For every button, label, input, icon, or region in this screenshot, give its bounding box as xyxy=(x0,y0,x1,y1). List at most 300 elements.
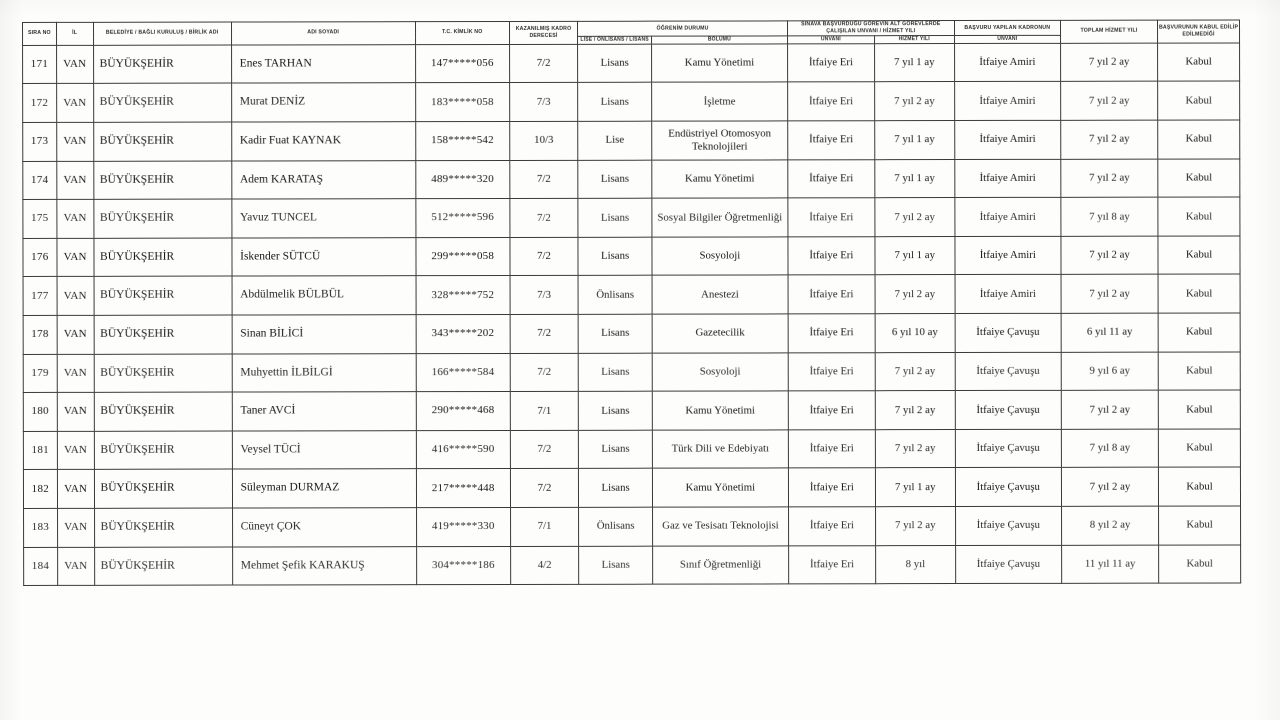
cell-basvuru-unvan xyxy=(955,506,1061,545)
cell-toplam-hizmet-text: 7 yıl 2 ay xyxy=(1089,133,1130,146)
cell-basvuru-unvan-text: İtfaiye Amiri xyxy=(979,171,1036,184)
cell-ogrenim-bolum xyxy=(653,545,789,584)
cell-il-text: VAN xyxy=(63,173,87,186)
cell-ogrenim-bolum xyxy=(652,198,788,237)
cell-sinav-unvan xyxy=(788,314,875,353)
cell-il xyxy=(56,45,93,84)
cell-kurum-text: BÜYÜKŞEHİR xyxy=(99,173,175,186)
cell-toplam-hizmet xyxy=(1061,274,1158,313)
cell-kadro-derecesi xyxy=(510,469,579,508)
cell-ogrenim-bolum-text: Sınıf Öğretmenliği xyxy=(679,558,762,571)
cell-basvuru-sonucu-text: Kabul xyxy=(1185,94,1212,107)
cell-sinav-hizmet xyxy=(875,159,955,198)
cell-ogrenim-seviye-text: Lisans xyxy=(600,56,629,69)
cell-kadro-derecesi-text: 7/2 xyxy=(537,481,552,494)
cell-toplam-hizmet-text: 7 yıl 2 ay xyxy=(1088,55,1130,68)
cell-sira-no xyxy=(23,315,57,354)
cell-il-text: VAN xyxy=(64,443,88,456)
cell-sira-no xyxy=(23,45,57,84)
cell-basvuru-unvan-text: İtfaiye Amiri xyxy=(979,133,1036,146)
col-header-sinav-hizmet-yili: HİZMET YILI xyxy=(874,36,954,44)
cell-basvuru-sonucu xyxy=(1158,351,1240,390)
cell-kurum-text: BÜYÜKŞEHİR xyxy=(100,520,175,533)
cell-kurum xyxy=(93,45,231,84)
table-row xyxy=(23,43,1240,84)
cell-kurum xyxy=(94,392,232,431)
cell-basvuru-sonucu-text: Kabul xyxy=(1185,210,1213,223)
cell-ad-soyad-text: Abdülmelik BÜLBÜL xyxy=(240,288,345,301)
cell-basvuru-unvan-text: İtfaiye Çavuşu xyxy=(976,326,1040,339)
cell-ad-soyad-text: Cüneyt ÇOK xyxy=(240,520,302,533)
cell-ogrenim-bolum xyxy=(651,44,787,83)
col-header-kurum: BELEDİYE / BAĞLI KURULUŞ / BİRLİK ADI xyxy=(93,22,231,45)
cell-sinav-unvan xyxy=(788,429,875,468)
cell-basvuru-unvan-text: İtfaiye Çavuşu xyxy=(976,557,1041,570)
cell-sinav-unvan-text: İtfaiye Eri xyxy=(809,172,854,185)
cell-tc-kimlik-text: 416*****590 xyxy=(431,443,495,456)
cell-tc-kimlik xyxy=(416,314,510,353)
cell-ad-soyad-text: Mehmet Şefik KARAKUŞ xyxy=(240,558,365,572)
cell-ad-soyad-text: Adem KARATAŞ xyxy=(239,172,324,186)
cell-ogrenim-seviye xyxy=(578,83,652,122)
cell-sira-no-text: 175 xyxy=(31,212,49,225)
cell-ogrenim-seviye-text: Önlisans xyxy=(596,520,635,533)
cell-basvuru-sonucu-text: Kabul xyxy=(1185,55,1212,68)
cell-ad-soyad xyxy=(232,392,416,431)
cell-basvuru-sonucu xyxy=(1158,197,1240,236)
cell-sinav-unvan-text: İtfaiye Eri xyxy=(809,326,854,339)
cell-sira-no-text: 179 xyxy=(31,366,49,379)
cell-ogrenim-bolum xyxy=(652,82,788,121)
table-row xyxy=(23,120,1240,161)
cell-ad-soyad-text: Veysel TÜCİ xyxy=(240,443,301,456)
cell-basvuru-unvan xyxy=(955,429,1061,468)
cell-sira-no xyxy=(23,238,57,277)
cell-tc-kimlik-text: 166*****584 xyxy=(431,365,495,378)
cell-sira-no-text: 172 xyxy=(30,96,49,109)
cell-kadro-derecesi-text: 7/2 xyxy=(537,211,551,224)
cell-sinav-hizmet xyxy=(875,198,955,237)
cell-sinav-hizmet-text: 7 yıl 1 ay xyxy=(894,480,936,493)
col-header-sinav-gorev-grubu: SINAVA BAŞVURDUĞU GÖREVİN ALT GÖREVLERDE ÇALIŞILAN UNVANI / HİZMET YILI xyxy=(787,21,954,36)
col-header-basvuru-kadro-grubu: BAŞVURU YAPILAN KADRONUN xyxy=(954,20,1060,35)
cell-kurum-text: BÜYÜKŞEHİR xyxy=(100,250,175,263)
cell-sira-no-text: 182 xyxy=(31,482,50,495)
cell-basvuru-sonucu-text: Kabul xyxy=(1185,248,1213,261)
cell-basvuru-sonucu xyxy=(1158,120,1240,159)
cell-sinav-hizmet-text: 7 yıl 2 ay xyxy=(894,365,936,378)
cell-ad-soyad xyxy=(232,237,416,276)
cell-sinav-unvan-text: İtfaiye Eri xyxy=(808,56,854,69)
cell-ad-soyad xyxy=(231,44,415,83)
cell-kadro-derecesi xyxy=(510,353,579,392)
table-row xyxy=(24,544,1241,585)
cell-toplam-hizmet xyxy=(1062,545,1159,584)
cell-tc-kimlik xyxy=(415,44,509,83)
table-row xyxy=(23,313,1240,354)
cell-kadro-derecesi xyxy=(509,83,578,122)
cell-tc-kimlik-text: 217*****448 xyxy=(431,481,495,494)
cell-sira-no xyxy=(23,161,57,200)
cell-sinav-hizmet-text: 7 yıl 2 ay xyxy=(894,94,935,107)
cell-il-text: VAN xyxy=(63,366,87,379)
table-row xyxy=(23,429,1240,470)
col-header-il: İL xyxy=(56,22,93,45)
cell-kurum-text: BÜYÜKŞEHİR xyxy=(99,96,174,109)
cell-sira-no xyxy=(24,508,58,547)
cell-ogrenim-bolum xyxy=(652,391,788,430)
cell-sinav-unvan xyxy=(788,507,875,546)
cell-ogrenim-bolum xyxy=(652,237,788,276)
cell-basvuru-sonucu-text: Kabul xyxy=(1186,364,1213,377)
cell-ad-soyad-text: Enes TARHAN xyxy=(239,57,312,70)
cell-sinav-unvan-text: İtfaiye Eri xyxy=(809,480,854,494)
table-header xyxy=(23,20,1240,45)
cell-ogrenim-bolum-text: Kamu Yönetimi xyxy=(684,56,755,69)
cell-tc-kimlik xyxy=(416,546,510,585)
cell-ogrenim-bolum xyxy=(652,430,788,469)
cell-toplam-hizmet xyxy=(1061,313,1158,352)
col-header-basvuru-unvan: UNVANI xyxy=(954,35,1060,43)
table-row xyxy=(23,197,1240,238)
cell-tc-kimlik xyxy=(416,276,510,315)
table-row xyxy=(23,467,1240,508)
cell-tc-kimlik xyxy=(415,160,509,199)
cell-sinav-hizmet xyxy=(875,313,955,352)
cell-kurum-text: BÜYÜKŞEHİR xyxy=(100,559,175,572)
cell-il xyxy=(56,84,93,123)
cell-ad-soyad-text: Kadir Fuat KAYNAK xyxy=(239,134,342,147)
cell-sira-no-text: 178 xyxy=(31,328,49,341)
cell-basvuru-unvan xyxy=(954,197,1060,236)
cell-basvuru-sonucu xyxy=(1158,159,1240,198)
cell-ogrenim-bolum-text: Gaz ve Tesisatı Teknolojisi xyxy=(662,519,779,532)
cell-toplam-hizmet-text: 7 yıl 2 ay xyxy=(1089,287,1130,300)
cell-sinav-unvan xyxy=(789,545,876,584)
cell-ad-soyad xyxy=(231,160,415,199)
cell-tc-kimlik xyxy=(415,83,509,122)
cell-ad-soyad xyxy=(232,546,416,585)
cell-kurum-text: BÜYÜKŞEHİR xyxy=(100,404,175,417)
cell-ogrenim-seviye-text: Lisans xyxy=(600,95,629,108)
cell-basvuru-unvan xyxy=(955,468,1061,507)
cell-tc-kimlik-text: 328*****752 xyxy=(431,288,495,301)
cell-basvuru-unvan xyxy=(955,275,1061,314)
cell-kadro-derecesi xyxy=(510,198,579,237)
cell-ogrenim-seviye xyxy=(578,198,652,237)
cell-ogrenim-bolum-text: İşletme xyxy=(703,95,736,108)
cell-sinav-hizmet-text: 7 yıl 1 ay xyxy=(894,56,935,69)
cell-ogrenim-bolum-text: Endüstriyel Otomosyon Teknolojileri xyxy=(668,127,772,153)
cell-sinav-unvan xyxy=(788,159,875,198)
col-header-basvuru-sonucu: BAŞVURUNUN KABUL EDİLİP EDİLMEDİĞİ xyxy=(1158,20,1240,43)
cell-kadro-derecesi xyxy=(510,237,579,276)
cell-toplam-hizmet-text: 11 yıl 11 ay xyxy=(1084,557,1136,570)
cell-il-text: VAN xyxy=(63,289,87,302)
cell-basvuru-sonucu-text: Kabul xyxy=(1185,171,1213,184)
cell-kadro-derecesi xyxy=(510,391,579,430)
cell-toplam-hizmet-text: 7 yıl 8 ay xyxy=(1089,441,1131,454)
cell-sinav-hizmet xyxy=(875,275,955,314)
cell-kadro-derecesi-text: 7/2 xyxy=(537,250,551,263)
cell-ad-soyad xyxy=(232,276,416,315)
cell-ogrenim-bolum-text: Gazetecilik xyxy=(695,326,745,339)
cell-ogrenim-seviye xyxy=(578,314,652,353)
cell-sinav-unvan-text: İtfaiye Eri xyxy=(809,558,855,571)
cell-toplam-hizmet-text: 6 yıl 11 ay xyxy=(1086,326,1133,339)
cell-ogrenim-bolum-text: Kamu Yönetimi xyxy=(685,481,756,494)
cell-sinav-unvan xyxy=(788,236,875,275)
cell-sinav-hizmet-text: 6 yıl 10 ay xyxy=(891,326,938,339)
cell-ogrenim-bolum-text: Sosyoloji xyxy=(699,365,741,378)
cell-ogrenim-seviye-text: Lisans xyxy=(601,404,630,417)
cell-ogrenim-seviye xyxy=(579,430,653,469)
cell-il xyxy=(57,470,94,509)
table-row xyxy=(23,351,1240,392)
cell-sinav-unvan-text: İtfaiye Eri xyxy=(809,249,854,262)
col-header-sira-no: SIRA NO xyxy=(23,22,57,45)
cell-sinav-unvan xyxy=(788,275,875,314)
cell-sinav-hizmet xyxy=(875,468,955,507)
table-row xyxy=(23,81,1240,122)
cell-ogrenim-seviye xyxy=(578,276,652,315)
cell-il xyxy=(57,161,94,200)
cell-il xyxy=(57,315,94,354)
cell-kurum xyxy=(94,315,232,354)
cell-basvuru-unvan-text: İtfaiye Çavuşu xyxy=(976,364,1040,377)
cell-ad-soyad xyxy=(232,315,416,354)
cell-il xyxy=(57,238,94,277)
cell-il-text: VAN xyxy=(64,521,88,534)
cell-sira-no xyxy=(23,393,57,432)
cell-kadro-derecesi-text: 4/2 xyxy=(537,558,552,571)
cell-tc-kimlik-text: 489*****320 xyxy=(431,172,494,186)
cell-sira-no xyxy=(24,547,58,586)
cell-sinav-hizmet-text: 7 yıl 2 ay xyxy=(894,403,936,416)
cell-sinav-unvan-text: İtfaiye Eri xyxy=(809,403,854,416)
cell-kadro-derecesi xyxy=(510,314,579,353)
table-row xyxy=(23,159,1240,200)
cell-toplam-hizmet-text: 9 yıl 6 ay xyxy=(1089,364,1131,377)
cell-tc-kimlik-text: 290*****468 xyxy=(431,404,495,417)
cell-ogrenim-seviye xyxy=(578,353,652,392)
cell-basvuru-unvan xyxy=(955,545,1061,584)
cell-kurum-text: BÜYÜKŞEHİR xyxy=(99,211,175,225)
cell-basvuru-unvan xyxy=(955,352,1061,391)
cell-ogrenim-bolum xyxy=(652,468,788,507)
cell-kurum-text: BÜYÜKŞEHİR xyxy=(99,134,174,147)
cell-tc-kimlik-text: 158*****542 xyxy=(431,134,494,147)
cell-kurum-text: BÜYÜKŞEHİR xyxy=(100,327,175,340)
cell-ad-soyad-text: Yavuz TUNCEL xyxy=(240,211,317,224)
cell-basvuru-unvan xyxy=(955,313,1061,352)
cell-ogrenim-seviye-text: Lisans xyxy=(601,365,630,378)
cell-sira-no-text: 176 xyxy=(31,251,49,264)
cell-ad-soyad-text: Murat DENİZ xyxy=(239,95,306,108)
cell-il xyxy=(57,508,94,547)
cell-kadro-derecesi xyxy=(510,507,579,546)
cell-tc-kimlik xyxy=(416,392,510,431)
cell-kurum xyxy=(94,354,232,393)
cell-sira-no xyxy=(23,470,57,509)
table-row xyxy=(23,236,1240,277)
cell-kadro-derecesi-text: 7/2 xyxy=(537,365,552,378)
cell-il-text: VAN xyxy=(64,482,88,495)
cell-kadro-derecesi xyxy=(510,430,579,469)
cell-basvuru-sonucu xyxy=(1158,43,1240,82)
cell-sinav-hizmet xyxy=(874,82,954,121)
cell-tc-kimlik-text: 512*****596 xyxy=(431,211,495,224)
cell-kurum xyxy=(94,431,232,470)
cell-basvuru-unvan-text: İtfaiye Çavuşu xyxy=(976,480,1040,493)
cell-tc-kimlik-text: 343*****202 xyxy=(431,327,495,340)
cell-basvuru-sonucu xyxy=(1159,506,1241,545)
cell-basvuru-unvan xyxy=(955,390,1061,429)
cell-basvuru-sonucu-text: Kabul xyxy=(1186,403,1213,416)
cell-ogrenim-seviye xyxy=(579,391,653,430)
cell-ogrenim-seviye-text: Lisans xyxy=(600,211,630,224)
cell-ad-soyad-text: İskender SÜTCÜ xyxy=(240,250,321,263)
cell-ogrenim-bolum xyxy=(652,352,788,391)
cell-sinav-unvan-text: İtfaiye Eri xyxy=(809,442,854,455)
cell-sinav-hizmet-text: 8 yıl xyxy=(905,558,926,571)
cell-toplam-hizmet xyxy=(1061,43,1158,82)
cell-basvuru-unvan xyxy=(954,43,1060,82)
cell-basvuru-sonucu-text: Kabul xyxy=(1186,518,1213,531)
cell-ogrenim-seviye xyxy=(578,160,652,199)
cell-sinav-hizmet-text: 7 yıl 2 ay xyxy=(894,442,936,455)
cell-il xyxy=(57,431,94,470)
cell-kadro-derecesi xyxy=(510,276,579,315)
cell-toplam-hizmet xyxy=(1061,467,1158,506)
cell-ogrenim-seviye xyxy=(579,468,653,507)
cell-kadro-derecesi-text: 7/2 xyxy=(537,443,552,456)
cell-sinav-unvan xyxy=(788,198,875,237)
cell-tc-kimlik xyxy=(416,430,510,469)
cell-sinav-unvan-text: İtfaiye Eri xyxy=(809,519,854,532)
cell-kadro-derecesi-text: 7/1 xyxy=(537,404,552,417)
cell-toplam-hizmet-text: 8 yıl 2 ay xyxy=(1089,519,1131,532)
cell-kurum-text: BÜYÜKŞEHİR xyxy=(100,366,175,379)
cell-basvuru-sonucu-text: Kabul xyxy=(1185,325,1213,338)
cell-ogrenim-bolum xyxy=(652,159,788,198)
cell-basvuru-unvan xyxy=(954,120,1060,159)
cell-kurum-text: BÜYÜKŞEHİR xyxy=(99,57,174,70)
cell-il-text: VAN xyxy=(63,96,87,109)
cell-tc-kimlik-text: 419*****330 xyxy=(431,520,495,533)
table-row xyxy=(23,274,1240,315)
cell-ogrenim-bolum-text: Kamu Yönetimi xyxy=(684,172,755,185)
cell-toplam-hizmet xyxy=(1061,197,1158,236)
cell-ogrenim-bolum xyxy=(652,121,788,160)
cell-sira-no-text: 183 xyxy=(31,521,50,534)
cell-ad-soyad xyxy=(232,508,416,547)
cell-tc-kimlik-text: 304*****186 xyxy=(432,558,495,571)
cell-sinav-hizmet-text: 7 yıl 1 ay xyxy=(894,249,935,262)
cell-kurum-text: BÜYÜKŞEHİR xyxy=(100,482,175,495)
cell-kurum xyxy=(93,83,231,122)
cell-sinav-unvan xyxy=(788,121,875,160)
cell-il xyxy=(56,122,93,161)
cell-il xyxy=(57,200,94,239)
cell-basvuru-unvan-text: İtfaiye Çavuşu xyxy=(976,403,1040,416)
cell-sinav-hizmet xyxy=(875,236,955,275)
cell-sira-no xyxy=(23,354,57,393)
cell-toplam-hizmet-text: 7 yıl 2 ay xyxy=(1089,171,1130,184)
col-header-ad-soyad: ADI SOYADI xyxy=(231,22,415,45)
cell-ogrenim-seviye-text: Lisans xyxy=(601,442,630,455)
cell-basvuru-sonucu xyxy=(1158,313,1240,352)
cell-kadro-derecesi-text: 7/3 xyxy=(537,288,552,301)
cell-basvuru-sonucu xyxy=(1158,236,1240,275)
cell-basvuru-sonucu xyxy=(1158,390,1240,429)
cell-ogrenim-seviye xyxy=(578,121,652,160)
cell-sinav-hizmet xyxy=(875,429,955,468)
cell-kadro-derecesi xyxy=(510,160,579,199)
cell-kurum xyxy=(93,199,231,238)
cell-toplam-hizmet xyxy=(1061,390,1158,429)
cell-basvuru-unvan-text: İtfaiye Amiri xyxy=(979,94,1036,107)
table-body xyxy=(23,43,1241,586)
cell-kurum-text: BÜYÜKŞEHİR xyxy=(100,443,175,456)
cell-il xyxy=(57,547,94,586)
cell-tc-kimlik xyxy=(416,507,510,546)
cell-sinav-hizmet-text: 7 yıl 1 ay xyxy=(894,172,935,185)
cell-sinav-unvan-text: İtfaiye Eri xyxy=(809,288,854,301)
cell-sinav-unvan xyxy=(788,391,875,430)
cell-kadro-derecesi-text: 7/2 xyxy=(536,57,551,70)
col-header-ogrenim-durumu: ÖĞRENİM DURUMU xyxy=(578,21,788,36)
cell-il-text: VAN xyxy=(63,135,87,148)
cell-sira-no-text: 184 xyxy=(31,559,50,572)
cell-ad-soyad-text: Muhyettin İLBİLGİ xyxy=(240,365,333,379)
cell-sinav-unvan xyxy=(787,43,874,82)
cell-ogrenim-seviye-text: Önlisans xyxy=(596,288,635,301)
cell-sira-no-text: 177 xyxy=(31,289,49,302)
cell-tc-kimlik xyxy=(416,237,510,276)
cell-sinav-hizmet-text: 7 yıl 2 ay xyxy=(894,287,936,300)
table-row xyxy=(23,390,1240,431)
cell-ad-soyad xyxy=(232,469,416,508)
applicant-registry-table xyxy=(22,19,1241,586)
cell-basvuru-sonucu xyxy=(1159,544,1241,583)
cell-ad-soyad xyxy=(231,83,415,122)
cell-il-text: VAN xyxy=(63,250,87,263)
cell-sinav-hizmet xyxy=(874,43,954,82)
cell-toplam-hizmet-text: 7 yıl 2 ay xyxy=(1088,94,1130,107)
col-header-ogrenim-bolum: BÖLÜMÜ xyxy=(651,36,787,44)
cell-ogrenim-bolum-text: Sosyoloji xyxy=(699,249,741,262)
cell-sira-no xyxy=(23,431,57,470)
cell-tc-kimlik-text: 147*****056 xyxy=(430,57,494,70)
cell-sinav-hizmet xyxy=(875,391,955,430)
cell-ogrenim-seviye xyxy=(579,507,653,546)
cell-basvuru-sonucu-text: Kabul xyxy=(1186,557,1213,570)
cell-il-text: VAN xyxy=(63,212,87,225)
cell-basvuru-unvan-text: İtfaiye Amiri xyxy=(979,56,1036,69)
cell-ad-soyad xyxy=(232,353,416,392)
cell-toplam-hizmet xyxy=(1061,120,1158,159)
cell-toplam-hizmet xyxy=(1061,236,1158,275)
cell-kurum-text: BÜYÜKŞEHİR xyxy=(100,289,175,302)
cell-basvuru-sonucu xyxy=(1158,429,1240,468)
cell-ad-soyad-text: Taner AVCİ xyxy=(240,404,296,417)
col-header-sinav-unvan: UNVANI xyxy=(787,36,874,44)
cell-il xyxy=(57,277,94,316)
cell-ogrenim-seviye-text: Lise xyxy=(605,134,625,147)
col-header-kadro-derecesi: KAZANILMIŞ KADRO DERECESİ xyxy=(509,21,578,44)
cell-basvuru-sonucu xyxy=(1158,81,1240,120)
